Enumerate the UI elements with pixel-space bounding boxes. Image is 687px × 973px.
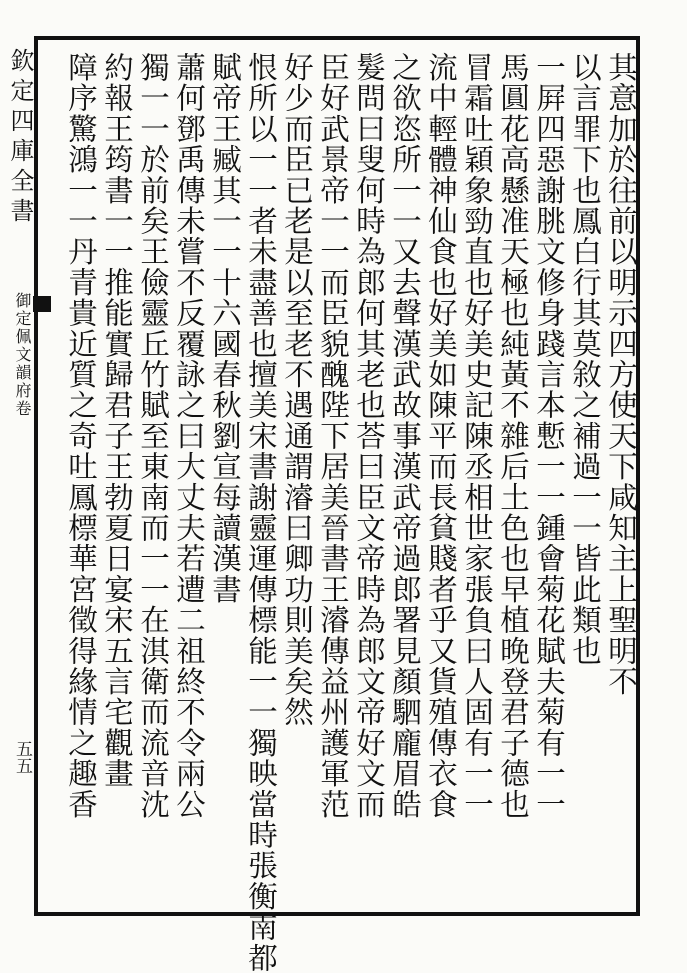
running-title: 欽定四庫全書 [6,48,34,228]
text-column-5: 冒霜吐穎象勁直也好美史記陳丞相世家張負曰人固有一一 [460,52,494,820]
text-column-11: 恨所以一一者未盡善也擅美宋書謝靈運傳標能一一獨映當時張衡南都 [244,52,278,973]
text-column-6: 流中輕體神仙食也好美如陳平而長貧賤者乎又貨殖傳衣食 [424,52,458,820]
text-column-2: 以言罪下也鳳白行其莫敘之補過一一皆此類也 [568,52,602,666]
text-column-4: 馬圓花高懸准天極也純黃不雜后土色也早植晚登君子德也 [496,52,530,820]
text-column-13: 蕭何鄧禹傳未嘗不反覆詠之曰大丈夫若遭二祖終不令兩公 [172,52,206,820]
text-column-15: 約報王筠書一一推能實歸君子王勃夏日宴宋五言宅觀畫 [100,52,134,789]
text-column-1: 其意加於往前以明示四方使天下咸知主上聖明不 [604,52,638,697]
fishtail-mark [33,296,51,312]
text-column-3: 一屛四惡謝朓文修身踐言本慙一一鍾會菊花賦夫菊有一一 [532,52,566,820]
text-column-7: 之欲恣所一一又去聲漢武故事漢武帝過郎署見顏駟龐眉皓 [388,52,422,820]
text-column-14: 獨一一於前矣王儉靈丘竹賦至東南而一一在淇衛而流音沈 [136,52,170,820]
book-title: 御定佩文韻府卷 [13,292,32,418]
text-column-8: 髮問曰叟何時為郎何其老也荅曰臣文帝時為郎文帝好文而 [352,52,386,820]
text-column-12: 賦帝王臧其一一十六國春秋劉宣每讀漢書 [208,52,242,605]
text-column-9: 臣好武景帝一一而臣貌醜陛下居美晉書王濬傳益州護軍范 [316,52,350,820]
text-column-16: 障序驚鴻一一丹青貴近質之奇吐鳳標華宮徵得緣情之趣香 [64,52,98,820]
page-number: 五五 [12,740,32,774]
text-column-10: 好少而臣已老是以至老不遇通謂濬曰卿功則美矣然 [280,52,314,728]
